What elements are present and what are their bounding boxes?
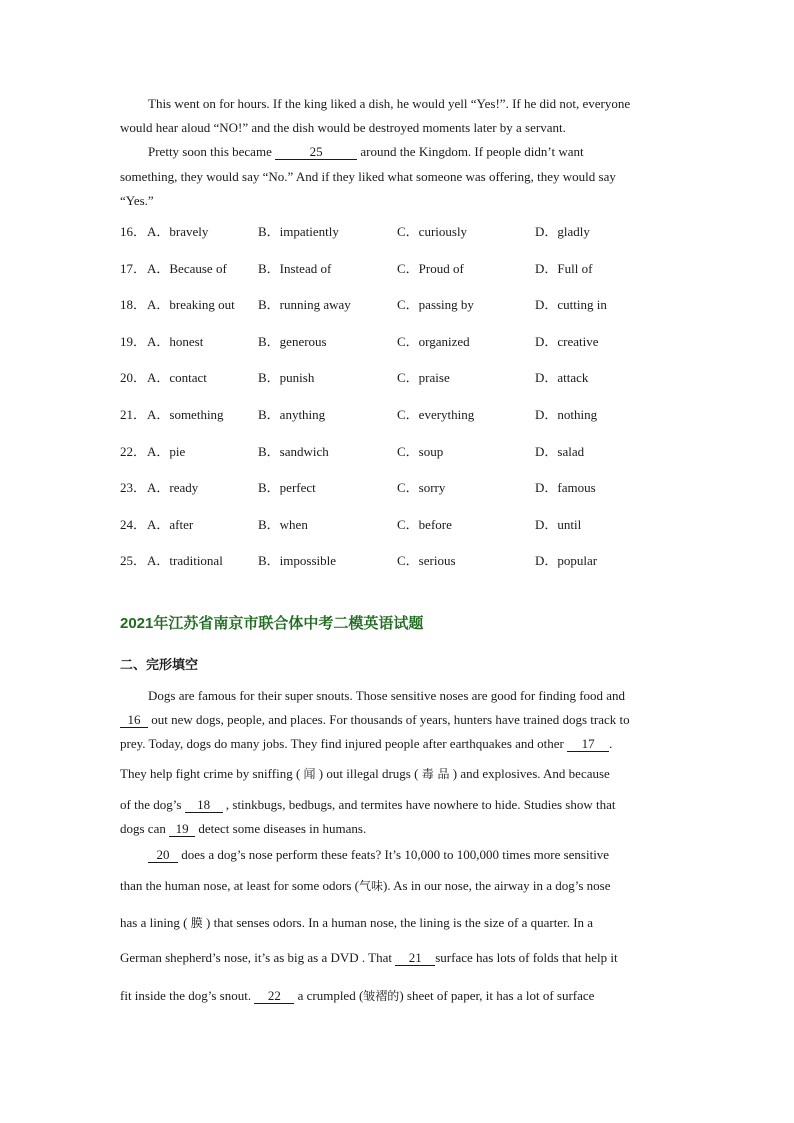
option-c[interactable]: C．organized (397, 333, 470, 349)
passage2-line (120, 987, 594, 1004)
option-a[interactable]: A．traditional (147, 553, 223, 569)
option-d[interactable]: D．attack (535, 370, 589, 386)
passage2-line (120, 950, 618, 966)
chinese-gloss: 毒 品 (421, 767, 450, 781)
passage2-text: of the dog’s (120, 797, 185, 812)
blank-20: 20 (148, 848, 178, 863)
passage2-line (120, 736, 612, 752)
option-c[interactable]: C．praise (397, 370, 450, 386)
question-number: 22． (120, 443, 147, 459)
blank-16: 16 (120, 713, 148, 728)
passage2-text: has a lining ( (120, 915, 188, 930)
option-b[interactable]: B．impatiently (258, 224, 339, 239)
option-b[interactable]: B．anything (258, 407, 326, 422)
option-d[interactable]: D．popular (535, 553, 598, 569)
option-c[interactable]: C．soup (397, 443, 444, 459)
question-number: 24． (120, 516, 147, 532)
option-d[interactable]: D．gladly (535, 224, 590, 239)
passage2-text: detect some diseases in humans. (195, 821, 367, 836)
question-number: 16． (120, 224, 147, 239)
question-number: 17． (120, 260, 147, 276)
option-d[interactable]: D．nothing (535, 407, 598, 422)
passage2-line (120, 712, 630, 728)
chinese-gloss: 气味 (359, 879, 384, 893)
chinese-gloss: 膜 (190, 916, 203, 930)
option-d[interactable]: D．cutting in (535, 297, 607, 313)
passage2-text: dogs can (120, 821, 170, 836)
option-b[interactable]: B．sandwich (258, 443, 329, 459)
passage1-text: Pretty soon this became (148, 144, 272, 159)
passage2-line (120, 797, 615, 813)
passage2-text: ). As in our nose, the airway in a dog’s nose (383, 878, 611, 893)
passage2-text: fit inside the dog’s snout. (120, 988, 255, 1003)
section-subtitle: 二、完形填空 (120, 658, 199, 673)
question-number: 25． (120, 553, 147, 569)
option-b[interactable]: B．running away (258, 297, 351, 313)
exam-title-text: 年江苏省南京市联合体中考二模英语试题 (153, 614, 424, 632)
option-c[interactable]: C．curiously (397, 224, 468, 239)
passage2-text: surface has lots of folds that help it (435, 950, 618, 965)
passage2-text: ) out illegal drugs ( (318, 766, 419, 781)
blank-18: 18 (185, 798, 223, 813)
option-a[interactable]: A．ready (147, 480, 199, 496)
exam-title (120, 612, 423, 633)
option-c[interactable]: C．serious (397, 553, 456, 569)
option-c[interactable]: C．passing by (397, 297, 474, 313)
passage1-line: would hear aloud “NO!” and the dish would be destroyed moments later by a servant. (120, 120, 566, 135)
chinese-gloss: 皱褶的 (363, 989, 400, 1003)
option-b[interactable]: B．when (258, 516, 308, 532)
passage2-text: a crumpled ( (294, 988, 364, 1003)
option-a[interactable]: A．after (147, 516, 194, 532)
option-c[interactable]: C．everything (397, 407, 475, 422)
option-c[interactable]: C．sorry (397, 480, 446, 496)
option-d[interactable]: D．creative (535, 333, 599, 349)
passage1-line: something, they would say “No.” And if they liked what someone was offering, they would say (120, 169, 616, 184)
option-a[interactable]: A．bravely (147, 224, 209, 239)
option-a[interactable]: A．breaking out (147, 297, 235, 313)
option-d[interactable]: D．salad (535, 443, 585, 459)
passage1-text: around the Kingdom. If people didn’t want (360, 144, 584, 159)
passage1-line: This went on for hours. If the king liked a dish, he would yell “Yes!”. If he did not, everyone (148, 96, 631, 111)
passage2-text: prey. Today, dogs do many jobs. They find injured people after earthquakes and other (120, 736, 568, 751)
option-a[interactable]: A．something (147, 407, 224, 422)
option-b[interactable]: B．generous (258, 333, 327, 349)
question-number: 18． (120, 297, 147, 313)
blank-25: 25 (275, 145, 357, 160)
chinese-gloss: 闻 (303, 767, 316, 781)
passage2-text: . (609, 736, 613, 751)
passage2-text: ) sheet of paper, it has a lot of surface (399, 988, 595, 1003)
blank-22: 22 (254, 989, 294, 1004)
passage2-line (120, 877, 610, 894)
question-number: 21． (120, 407, 147, 422)
exam-year: 2021 (120, 615, 154, 632)
option-c[interactable]: C．before (397, 516, 452, 532)
option-a[interactable]: A．contact (147, 370, 207, 386)
option-d[interactable]: D．famous (535, 480, 596, 496)
option-a[interactable]: A．honest (147, 333, 204, 349)
passage2-text: does a dog’s nose perform these feats? It’s 10,000 to 100,000 times more sensitive (178, 847, 610, 862)
question-number: 19． (120, 333, 147, 349)
question-number: 23． (120, 480, 147, 496)
passage2-text: than the human nose, at least for some odors ( (120, 878, 359, 893)
option-b[interactable]: B．perfect (258, 480, 316, 496)
blank-21: 21 (395, 951, 435, 966)
passage2-text: ) and explosives. And because (452, 766, 610, 781)
option-d[interactable]: D．Full of (535, 260, 593, 276)
passage1-line: “Yes.” (120, 193, 154, 208)
option-c[interactable]: C．Proud of (397, 260, 464, 276)
option-a[interactable]: A．pie (147, 443, 186, 459)
passage2-text: out new dogs, people, and places. For thousands of years, hunters have trained dogs track to (148, 712, 630, 727)
passage2-line (120, 765, 610, 782)
passage2-line (148, 847, 609, 863)
blank-19: 19 (169, 822, 195, 837)
option-a[interactable]: A．Because of (147, 260, 227, 276)
passage2-text: ) that senses odors. In a human nose, the lining is the size of a quarter. In a (206, 915, 594, 930)
passage2-line: Dogs are famous for their super snouts. Those sensitive noses are good for finding food and (148, 688, 626, 703)
passage1-line (148, 144, 584, 160)
option-b[interactable]: B．punish (258, 370, 315, 386)
option-d[interactable]: D．until (535, 516, 582, 532)
passage2-text: They help fight crime by sniffing ( (120, 766, 301, 781)
passage2-text: German shepherd’s nose, it’s as big as a DVD . That (120, 950, 396, 965)
option-b[interactable]: B．Instead of (258, 260, 332, 276)
question-number: 20． (120, 370, 147, 386)
passage2-line (120, 914, 593, 931)
option-b[interactable]: B．impossible (258, 553, 337, 569)
blank-17: 17 (567, 737, 609, 752)
passage2-line (120, 821, 366, 837)
passage2-text: , stinkbugs, bedbugs, and termites have nowhere to hide. Studies show that (222, 797, 616, 812)
